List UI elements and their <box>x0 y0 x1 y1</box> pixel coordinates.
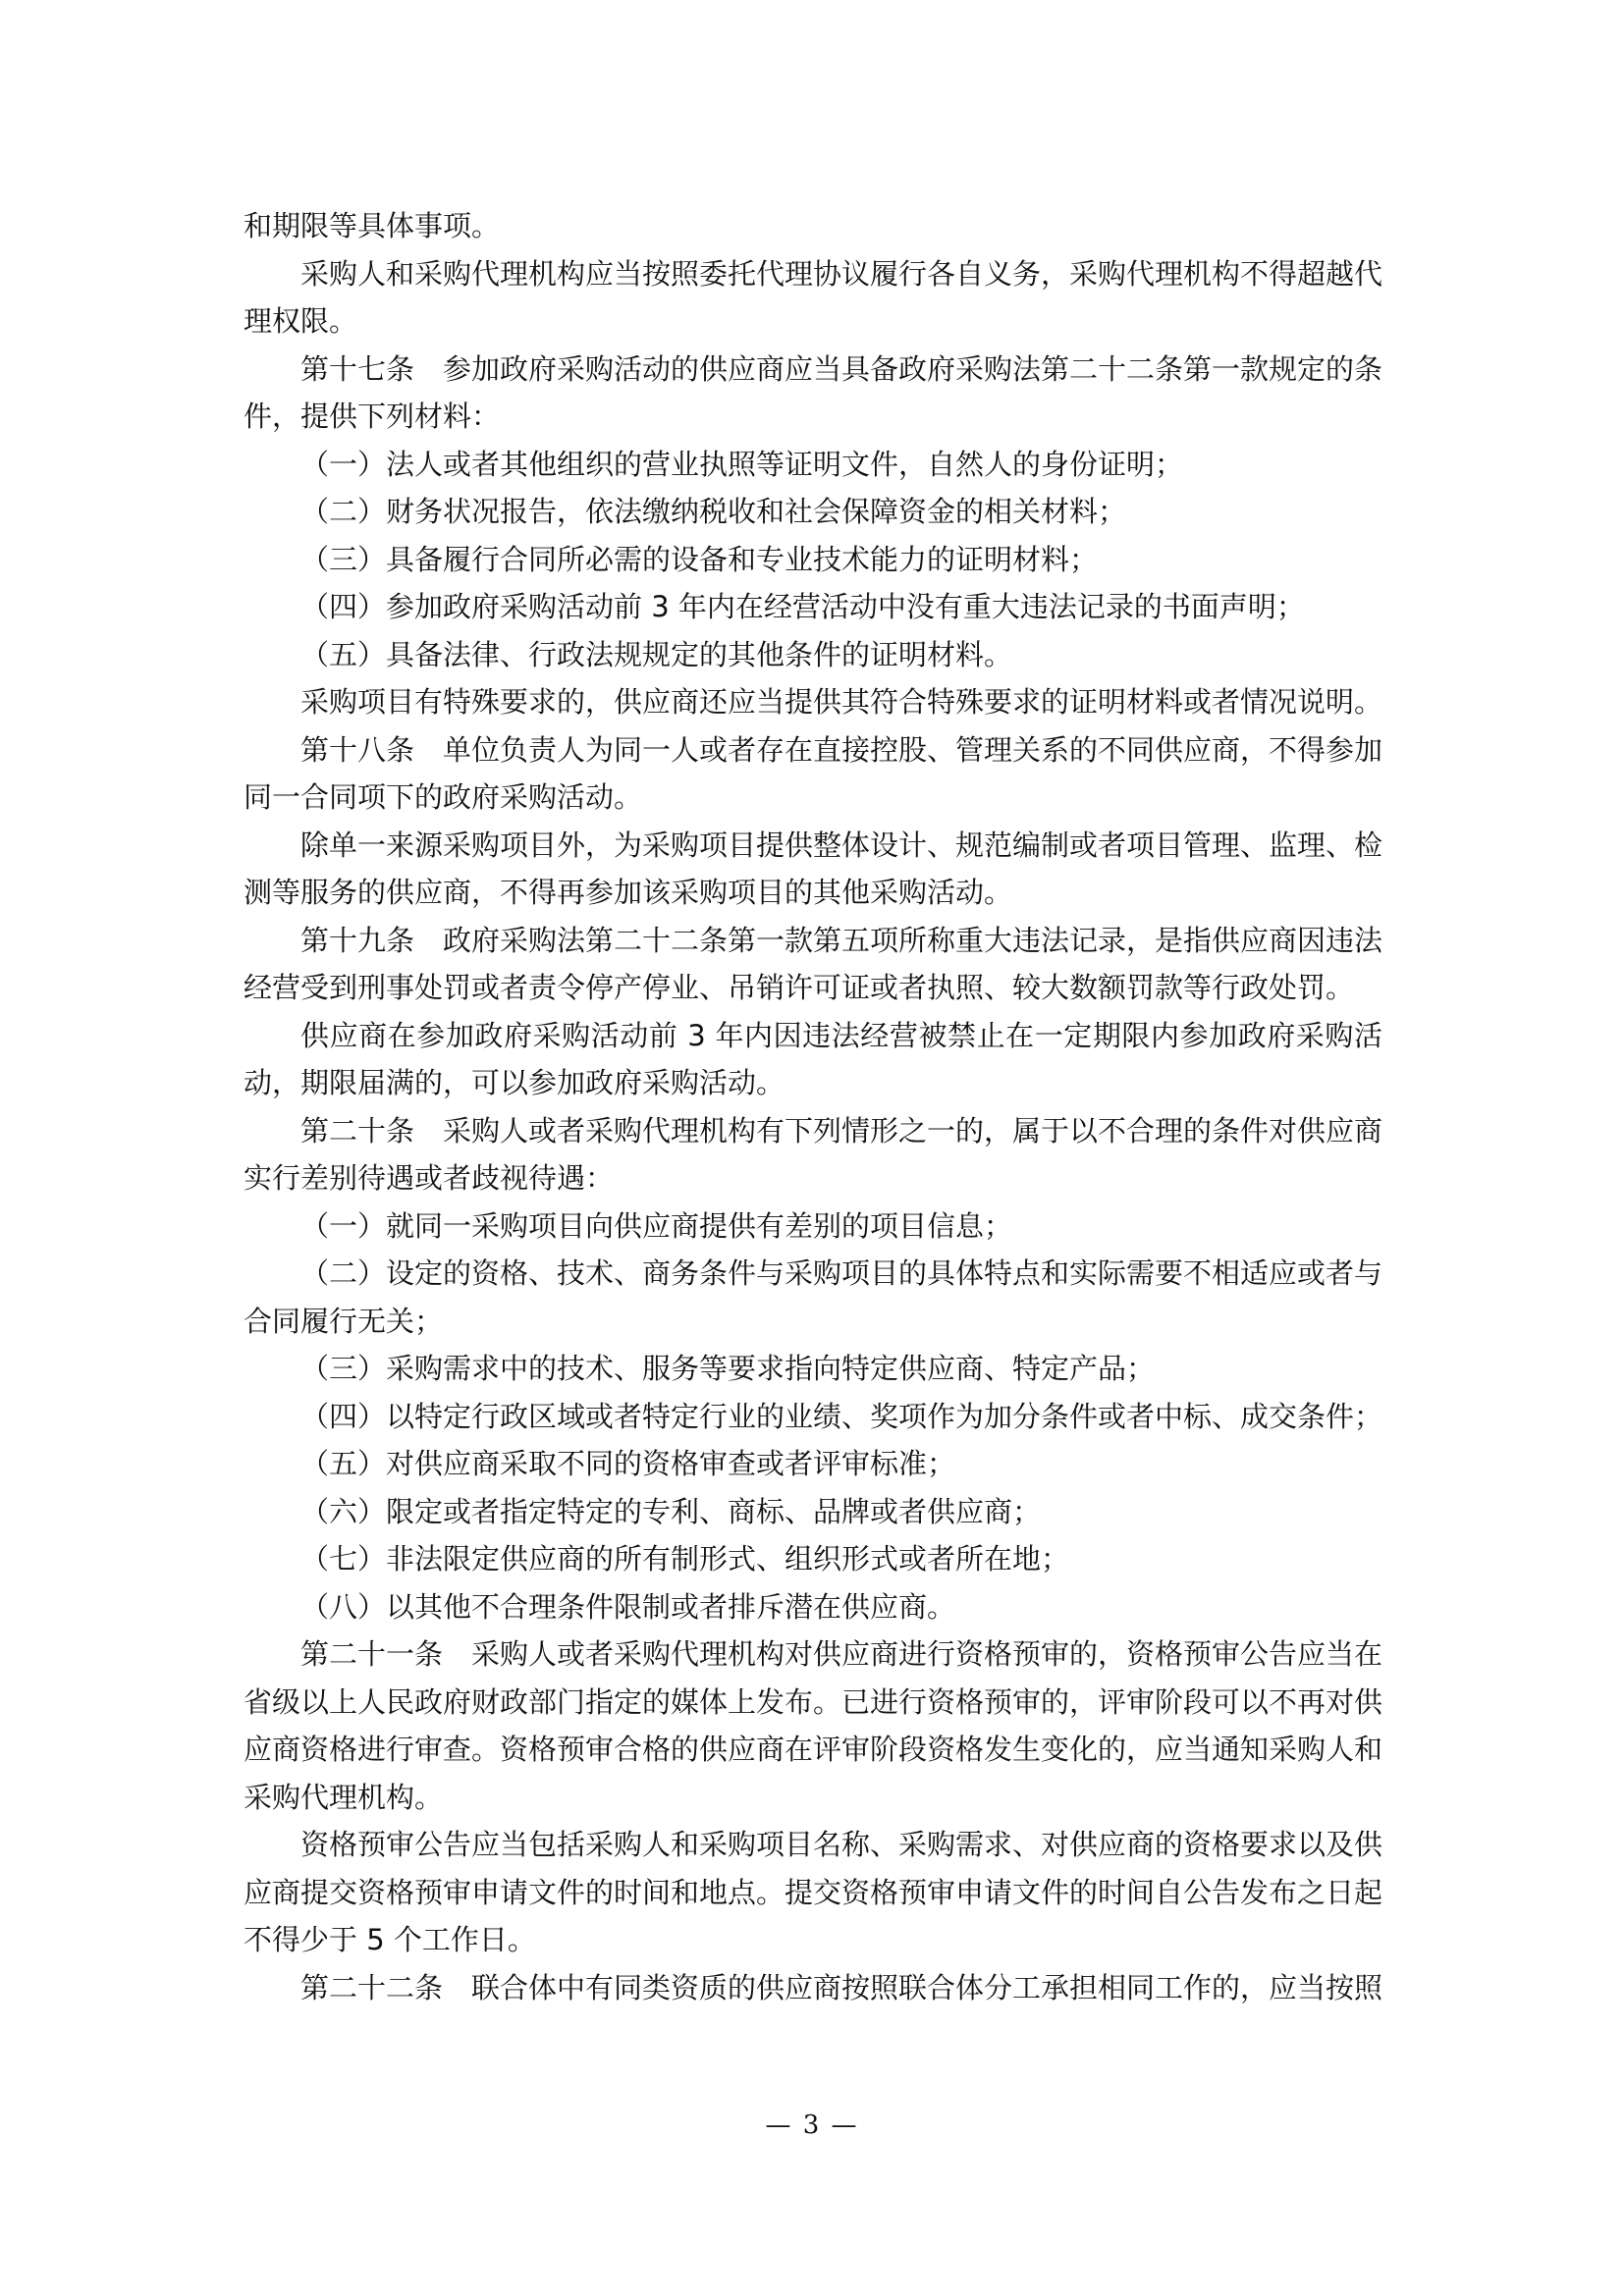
paragraph: 资格预审公告应当包括采购人和采购项目名称、采购需求、对供应商的资格要求以及供应商提交资格预审申请文件的时间和地点。提交资格预审申请文件的时间自公告发布之日起不得少于 5 个工作日。 <box>244 1828 1383 1956</box>
article-20: 第二十条 采购人或者采购代理机构有下列情形之一的，属于以不合理的条件对供应商实行差别待遇或者歧视待遇： <box>244 1113 1383 1195</box>
article-17: 第十七条 参加政府采购活动的供应商应当具备政府采购法第二十二条第一款规定的条件，提供下列材料： <box>244 351 1383 433</box>
list-item: （四）以特定行政区域或者特定行业的业绩、奖项作为加分条件或者中标、成交条件； <box>300 1399 1383 1433</box>
paragraph: 供应商在参加政府采购活动前 3 年内因违法经营被禁止在一定期限内参加政府采购活动，期限届满的，可以参加政府采购活动。 <box>244 1018 1382 1099</box>
list-item: （三）采购需求中的技术、服务等要求指向特定供应商、特定产品； <box>300 1352 1156 1385</box>
list-item: （五）具备法律、行政法规规定的其他条件的证明材料。 <box>300 637 1013 671</box>
list-item: （一）就同一采购项目向供应商提供有差别的项目信息； <box>300 1208 1013 1243</box>
list-item: （五）对供应商采取不同的资格审查或者评审标准； <box>300 1447 956 1480</box>
article-19: 第十九条 政府采购法第二十二条第一款第五项所称重大违法记录，是指供应商因违法经营受到刑事处罚或者责令停产停业、吊销许可证或者执照、较大数额罚款等行政处罚。 <box>244 923 1383 1004</box>
list-item: （六）限定或者指定特定的专利、商标、品牌或者供应商； <box>300 1494 1042 1528</box>
paragraph: 采购项目有特殊要求的，供应商还应当提供其符合特殊要求的证明材料或者情况说明。 <box>300 685 1383 719</box>
document-body <box>244 202 1382 2011</box>
list-item: （三）具备履行合同所必需的设备和专业技术能力的证明材料； <box>300 542 1099 576</box>
paragraph: 除单一来源采购项目外，为采购项目提供整体设计、规范编制或者项目管理、监理、检测等服务的供应商，不得再参加该采购项目的其他采购活动。 <box>244 828 1383 909</box>
article-21: 第二十一条 采购人或者采购代理机构对供应商进行资格预审的，资格预审公告应当在省级以上人民政府财政部门指定的媒体上发布。已进行资格预审的，评审阶段可以不再对供应商资格进行审查。资格预审合格的供应商在评审阶段资格发生变化的，应当通知采购人和采购代理机构。 <box>244 1637 1383 1814</box>
list-item: （一）法人或者其他组织的营业执照等证明文件，自然人的身份证明； <box>300 447 1184 481</box>
list-item: （二）设定的资格、技术、商务条件与采购项目的具体特点和实际需要不相适应或者与合同履行无关； <box>244 1256 1383 1338</box>
list-item: （四）参加政府采购活动前 3 年内在经营活动中没有重大违法记录的书面声明； <box>300 590 1305 623</box>
list-item: （二）财务状况报告，依法缴纳税收和社会保障资金的相关材料； <box>300 495 1127 528</box>
list-item: （八）以其他不合理条件限制或者排斥潜在供应商。 <box>300 1589 956 1624</box>
paragraph: 采购人和采购代理机构应当按照委托代理协议履行各自义务，采购代理机构不得超越代理权限。 <box>244 256 1383 338</box>
article-22: 第二十二条 联合体中有同类资质的供应商按照联合体分工承担相同工作的，应当按照 <box>300 1970 1383 2004</box>
paragraph-continuation: 和期限等具体事项。 <box>244 209 501 242</box>
page-number: — 3 — <box>765 2110 859 2140</box>
list-item: （七）非法限定供应商的所有制形式、组织形式或者所在地； <box>300 1542 1070 1575</box>
article-18: 第十八条 单位负责人为同一人或者存在直接控股、管理关系的不同供应商，不得参加同一合同项下的政府采购活动。 <box>244 732 1383 814</box>
